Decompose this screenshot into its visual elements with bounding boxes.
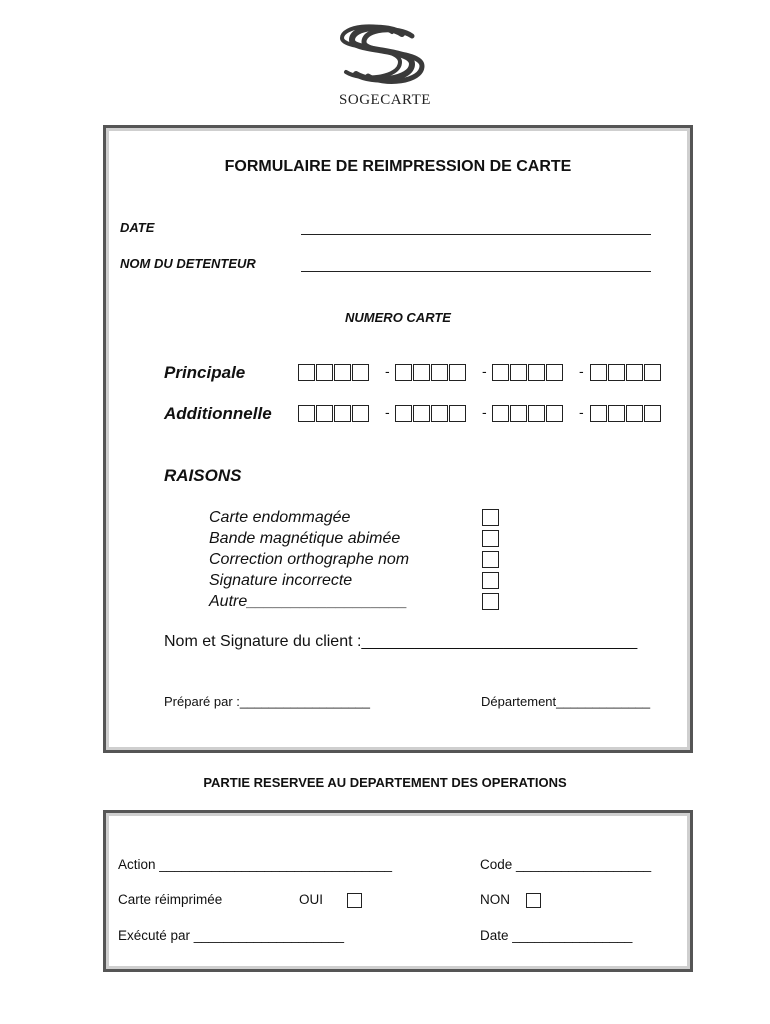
reason-other-checkbox[interactable] [482, 593, 499, 610]
department-field[interactable]: Département_____________ [481, 694, 651, 709]
card-digit-group[interactable] [298, 405, 370, 422]
card-digit-group[interactable] [590, 405, 662, 422]
card-number-heading: NUMERO CARTE [345, 310, 451, 325]
prepared-by-field[interactable]: Préparé par :__________________ [164, 694, 371, 709]
date-field[interactable] [301, 234, 651, 235]
code-field[interactable]: Code __________________ [480, 857, 652, 872]
yes-label: OUI [299, 892, 324, 907]
brand-name: SOGECARTE [339, 92, 431, 108]
separator: - [385, 363, 390, 379]
card-row-principal-label: Principale [164, 363, 246, 382]
reason-name-correction-label: Correction orthographe nom [209, 551, 410, 568]
sogecarte-logo [330, 24, 440, 114]
card-digit-group[interactable] [298, 364, 370, 381]
sogecarte-logo-icon [338, 24, 432, 88]
no-label: NON [480, 892, 510, 907]
yes-checkbox[interactable] [347, 893, 362, 908]
separator: - [579, 363, 584, 379]
card-digit-group[interactable] [590, 364, 662, 381]
reprint-form [103, 125, 693, 753]
reprinted-label: Carte réimprimée [118, 892, 223, 907]
card-digit-group[interactable] [395, 405, 467, 422]
reason-damaged-label: Carte endommagée [209, 509, 351, 526]
operations-section [103, 810, 693, 972]
operations-date-field[interactable]: Date ________________ [480, 928, 633, 943]
separator: - [482, 404, 487, 420]
reason-name-correction-checkbox[interactable] [482, 551, 499, 568]
reason-signature-checkbox[interactable] [482, 572, 499, 589]
separator: - [482, 363, 487, 379]
card-digit-group[interactable] [492, 364, 564, 381]
form-title: FORMULAIRE DE REIMPRESSION DE CARTE [224, 158, 572, 175]
reasons-heading: RAISONS [164, 466, 242, 485]
reason-damaged-checkbox[interactable] [482, 509, 499, 526]
reason-magstripe-label: Bande magnétique abimée [209, 530, 401, 547]
date-label: DATE [120, 220, 155, 235]
holder-name-field[interactable] [301, 271, 651, 272]
no-checkbox[interactable] [526, 893, 541, 908]
card-row-additional-label: Additionnelle [164, 404, 272, 423]
action-field[interactable]: Action _______________________________ [118, 857, 393, 872]
reason-signature-label: Signature incorrecte [209, 572, 353, 589]
client-signature-field[interactable]: Nom et Signature du client :_______________________________ [164, 633, 638, 650]
separator: - [579, 404, 584, 420]
reason-magstripe-checkbox[interactable] [482, 530, 499, 547]
separator: - [385, 404, 390, 420]
reason-other-label[interactable]: Autre__________________ [209, 593, 408, 610]
card-digit-group[interactable] [395, 364, 467, 381]
executed-by-field[interactable]: Exécuté par ____________________ [118, 928, 344, 943]
holder-label: NOM DU DETENTEUR [120, 256, 256, 271]
operations-heading: PARTIE RESERVEE AU DEPARTEMENT DES OPERATIONS [203, 775, 567, 790]
card-digit-group[interactable] [492, 405, 564, 422]
